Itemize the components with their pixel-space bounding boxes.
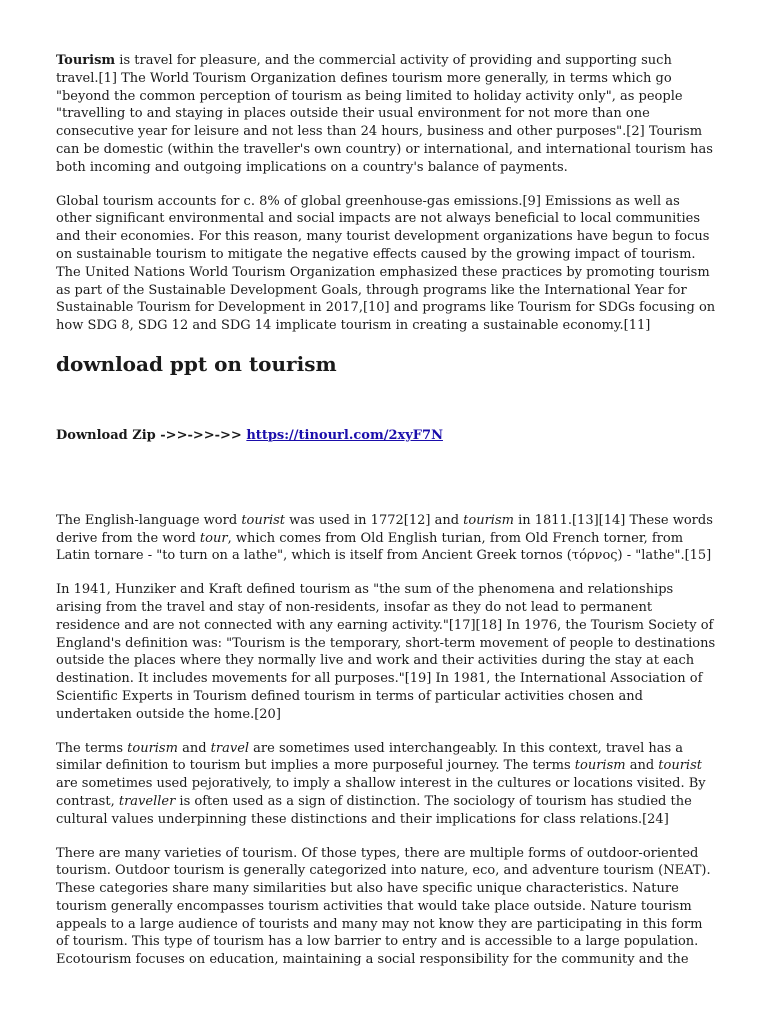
italic-term: tour [199,530,228,546]
text-run: is often used as a sign of distinction. The sociology of tourism has studied the cultural values underpinning these distinctions and their implications for class relations.[24] [56,793,692,827]
paragraph-varieties: There are many varieties of tourism. Of those types, there are multiple forms of outdoor-oriented tourism. Outdoor tourism is generally categorized into nature, eco, and adventure tourism (NEAT). These categories share many similarities but also have specific unique characteristics. Nature tourism generally encompasses tourism activities that would take place outside. Nature tourism appeals to a large audience of tourists and many may not know they are participating in this form of tourism. This type of tourism has a low barrier to entry and is accessible to a large population. Ecotourism focuses on education, maintaining a social responsibility for the community and the [56,845,711,968]
download-line [56,427,718,445]
italic-term: tourism [574,758,626,774]
term-tourism: Tourism [56,53,116,68]
text-run: , which comes from Old English turian, from Old French torner, from Latin tornare - "to turn on a lathe", which is itself from Ancient Greek tornos (τόρνος) - "lathe".[15] [56,530,712,564]
italic-term: traveller [118,793,176,809]
page-heading: download ppt on tourism [56,351,337,376]
paragraph-intro-text: is travel for pleasure, and the commercial activity of providing and supporting such travel.[1] The World Tourism Organization defines tourism more generally, in terms which go "beyond the common perception of tourism as being limited to holiday activity only", as people "travelling to and staying in places outside their usual environment for not more than one consecutive year for leisure and not less than 24 hours, business and other purposes".[2] Tourism can be domestic (within the traveller's own country) or international, and international tourism has both incoming and outgoing implications on a country's balance of payments. [56,53,713,175]
text-run: are sometimes used pejoratively, to imply a shallow interest in the cultures or locations visited. By contrast, [56,776,706,809]
paragraph-definitions: In 1941, Hunziker and Kraft defined tourism as "the sum of the phenomena and relationships arising from the travel and stay of non-residents, insofar as they do not lead to permanent residence and are not connected with any earning activity."[17][18] In 1976, the Tourism Society of England's definition was: "Tourism is the temporary, short-term movement of people to destinations outside the places where they normally live and work and their activities during the stay at each destination. It includes movements for all purposes."[19] In 1981, the International Association of Scientific Experts in Tourism defined tourism in terms of particular activities chosen and undertaken outside the home.[20] [56,582,716,722]
italic-term: tourism [463,512,514,528]
italic-term: tourist [241,512,286,528]
download-link[interactable]: https://tinourl.com/2xyF7N [246,427,443,443]
text-run: The terms [56,740,128,756]
text-run: and [177,740,211,756]
download-label: Download Zip ->>->>->> [56,427,247,443]
spacer [56,445,718,512]
italic-term: travel [210,740,250,756]
paragraph-intro [56,52,718,177]
text-run: are sometimes used interchangeably. In this context, travel has a similar definition to tourism but implies a more purposeful journey. The terms [56,740,684,774]
italic-term: tourism [127,740,178,756]
text-run: and [625,758,659,774]
paragraph-emissions: Global tourism accounts for c. 8% of global greenhouse-gas emissions.[9] Emissions as well as other significant environmental and social impacts are not always beneficial to local communities and their economies. For this reason, many tourist development organizations have begun to focus on sustainable tourism to mitigate the negative effects caused by the growing impact of tourism. The United Nations World Tourism Organization emphasized these practices by promoting tourism as part of the Sustainable Development Goals, through programs like the International Year for Sustainable Tourism for Development in 2017,[10] and programs like Tourism for SDGs focusing on how SDG 8, SDG 12 and SDG 14 implicate tourism in creating a sustainable economy.[11] [56,193,716,334]
document-page [56,52,718,985]
text-run: in 1811.[13][14] These words derive from the word [56,512,713,546]
paragraph-etymology [56,512,718,565]
text-run: The English-language word [56,512,242,528]
text-run: was used in 1772[12] and [285,512,464,528]
italic-term: tourist [658,758,702,774]
paragraph-terms [56,740,718,829]
